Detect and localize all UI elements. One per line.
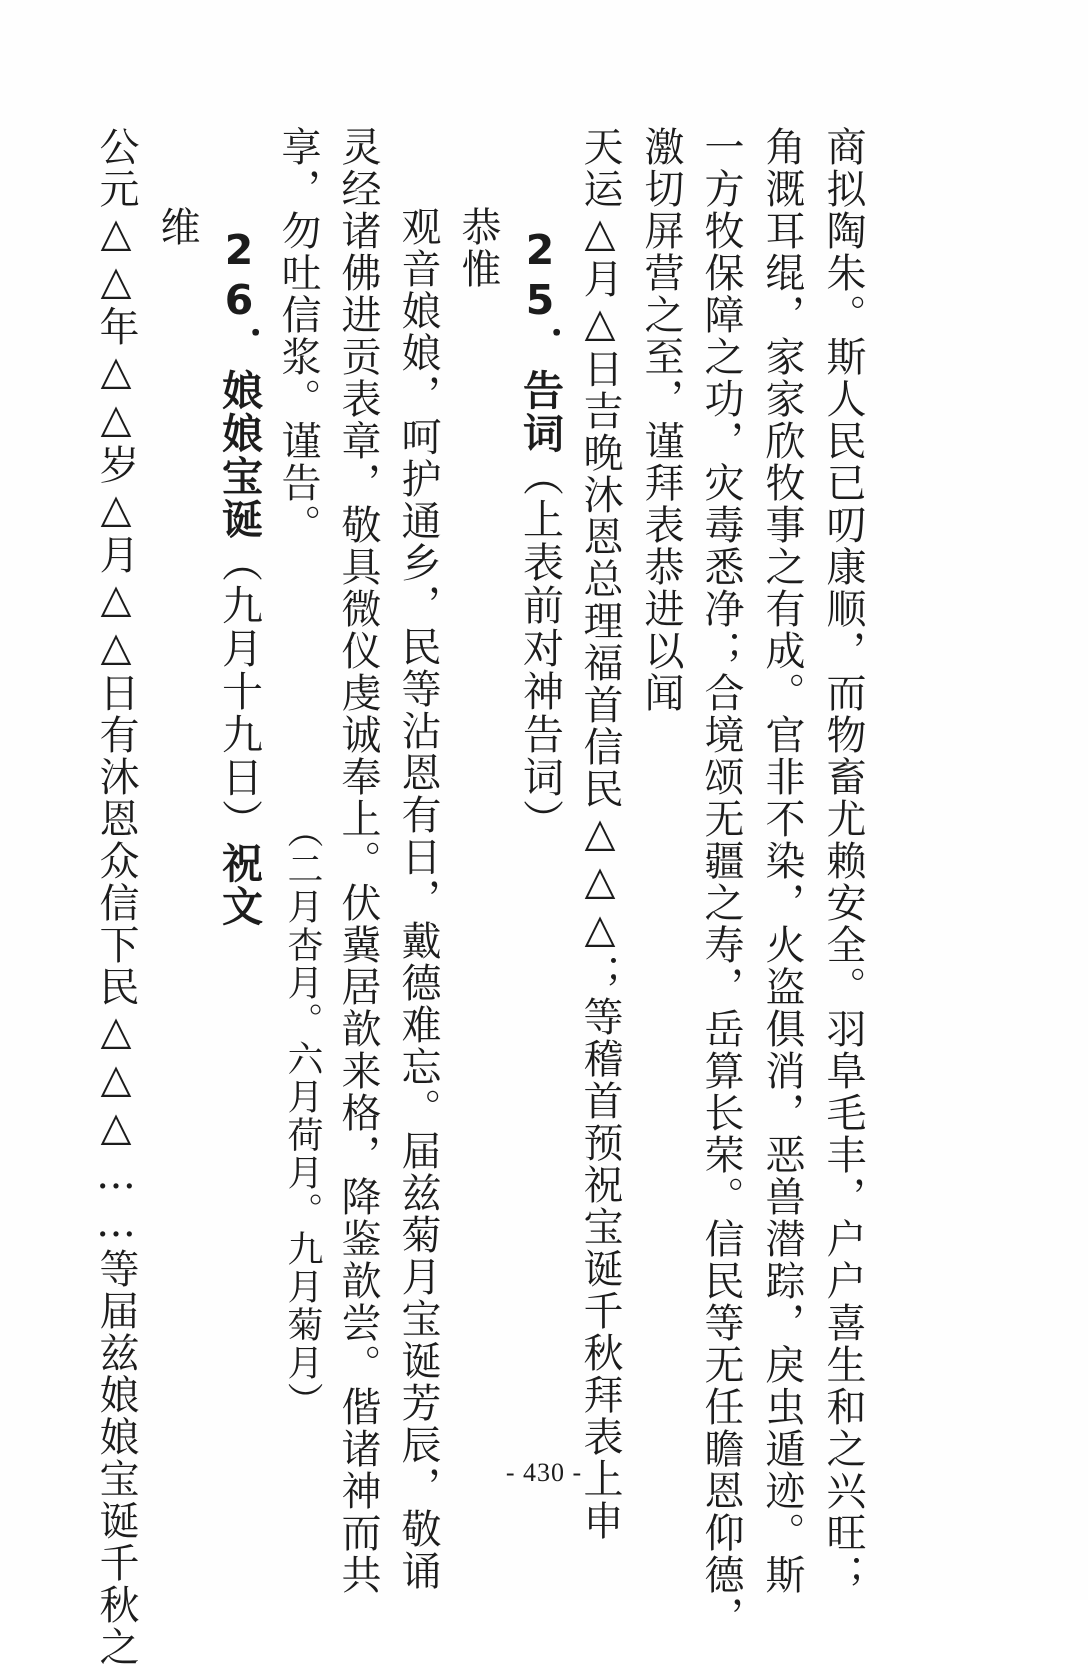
text-column-wei: 维 — [154, 206, 200, 248]
section-heading-25-title: 25．告词 — [516, 226, 564, 455]
section-heading-26-date: （九月十九日） — [215, 541, 263, 842]
section-heading-26-title: 26．娘娘宝诞 — [215, 226, 263, 541]
text-column-gongyuan: 公元△△年△△岁△月△△日有沐恩众信下民△△△……等届兹娘娘宝诞千秋之 — [93, 126, 139, 1668]
text-column-3: 一方牧保障之功，灾毒悉净；合境颂无疆之寿，岳算长荣。信民等无任瞻恩仰德， — [698, 126, 744, 1638]
text-column-lingjing: 灵经诸佛进贡表章，敬具微仪虔诚奉上。伏冀居歆来格，降鉴歆尝。偕诸神而共 — [335, 126, 381, 1596]
text-column-4: 激切屏营之至，谨拜表恭进以闻 — [638, 126, 684, 714]
page-number: - 430 - — [505, 1458, 583, 1487]
text-column-1: 商拟陶朱。斯人民已叨康顺，而物畜尤赖安全。羽阜毛丰，户户喜生和之兴旺； — [820, 126, 866, 1596]
section-heading-25-subtitle: （上表前对神告词） — [516, 455, 564, 842]
month-note: （二月杏月。六月荷月。九月菊月） — [282, 812, 323, 1420]
text-column-2: 角溉耳绲，家家欣牧事之有成。官非不染，火盗俱消，恶兽潜踪，戾虫遁迹。斯 — [759, 126, 805, 1596]
section-heading-26 — [215, 226, 263, 928]
text-column-guanyin: 观音娘娘，呵护通乡，民等沾恩有日，戴德难忘。届兹菊月宝诞芳辰，敬诵 — [395, 206, 441, 1592]
section-heading-25 — [516, 226, 564, 842]
section-heading-26-tail: 祝文 — [215, 842, 263, 928]
text-column-gongwei: 恭惟 — [455, 206, 501, 290]
text-column-5: 天运△月△日吉晚沐恩总理福首信民△△△；等稽首预祝宝诞千秋拜表上申 — [577, 126, 623, 1542]
text-column-xiang: 享，勿吐信浆。谨告。 — [275, 126, 321, 546]
